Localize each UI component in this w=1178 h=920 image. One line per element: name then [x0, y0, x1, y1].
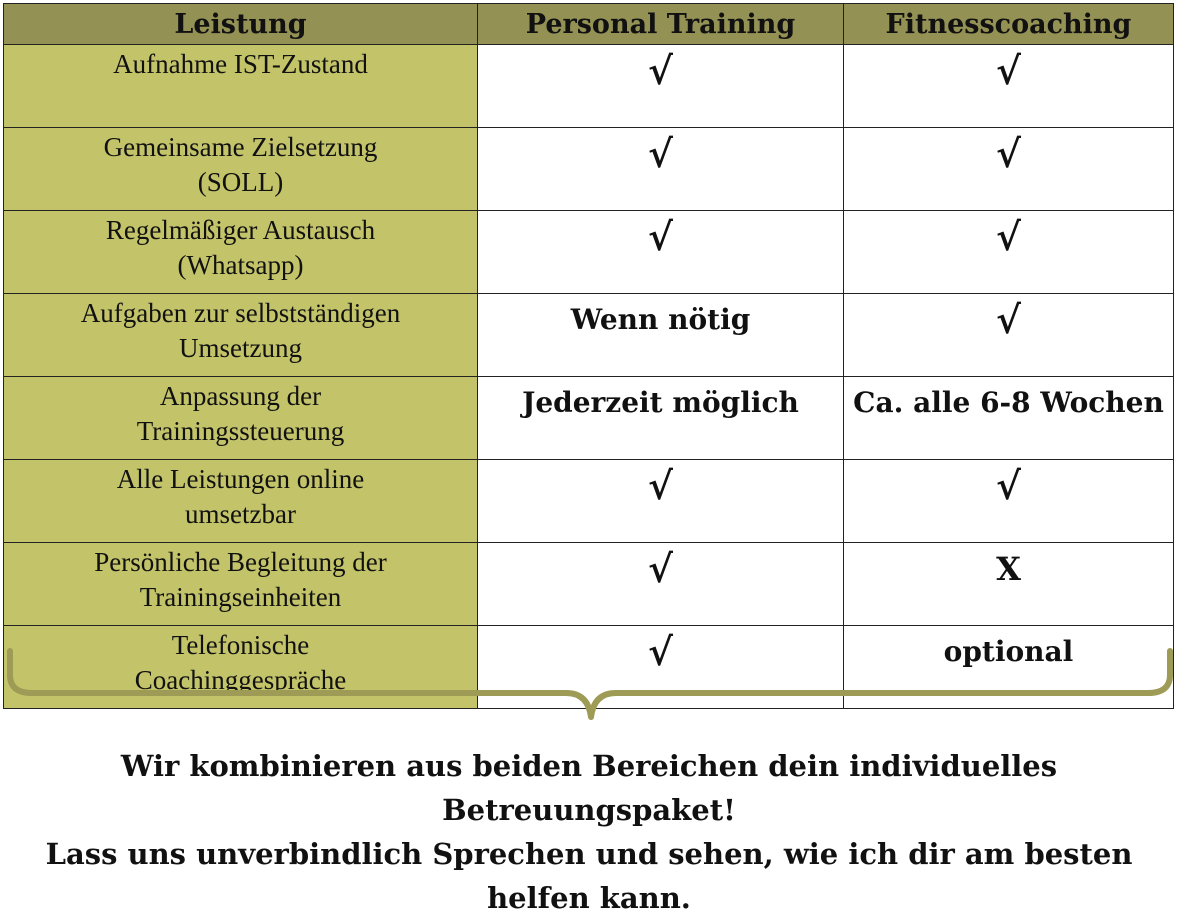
- fitnesscoaching-cell: [844, 377, 1174, 460]
- check-icon: √: [996, 48, 1021, 93]
- fitnesscoaching-cell: [844, 211, 1174, 294]
- fitnesscoaching-cell: [844, 128, 1174, 211]
- cross-icon: X: [996, 550, 1021, 588]
- service-label-line2: Trainingseinheiten: [139, 582, 342, 612]
- fitnesscoaching-cell: [844, 45, 1174, 128]
- service-label-line2: Umsetzung: [179, 333, 302, 363]
- closing-line: Betreuungspaket!: [442, 793, 736, 827]
- service-cell: [4, 211, 478, 294]
- service-label: Anpassung der: [159, 381, 322, 411]
- value-text: optional: [943, 635, 1074, 668]
- check-icon: √: [648, 629, 673, 674]
- personal-training-cell: [478, 460, 844, 543]
- closing-line: Wir kombinieren aus beiden Bereichen dein individuelles: [120, 749, 1058, 783]
- service-cell: [4, 460, 478, 543]
- check-icon: √: [648, 48, 673, 93]
- closing-line: helfen kann.: [487, 881, 691, 915]
- header-leistung: Leistung: [4, 4, 478, 45]
- curly-brace-icon: [0, 645, 1178, 745]
- closing-line: Lass uns unverbindlich Sprechen und sehen, wie ich dir am besten: [45, 837, 1133, 871]
- service-label: Gemeinsame Zielsetzung: [103, 132, 378, 162]
- service-label-line2: (Whatsapp): [177, 250, 304, 280]
- service-cell: [4, 128, 478, 211]
- header-personal-training: Personal Training: [478, 4, 844, 45]
- service-label: Aufgaben zur selbstständigen: [80, 298, 401, 328]
- comparison-table: [3, 3, 1174, 709]
- fitnesscoaching-cell: [844, 460, 1174, 543]
- check-icon: √: [648, 131, 673, 176]
- check-icon: √: [648, 214, 673, 259]
- service-label-line2: Trainingssteuerung: [136, 416, 345, 446]
- service-label: Aufnahme IST-Zustand: [113, 49, 368, 79]
- fitnesscoaching-cell: [844, 294, 1174, 377]
- service-label: Alle Leistungen online: [116, 464, 365, 494]
- check-icon: √: [996, 214, 1021, 259]
- check-icon: √: [996, 463, 1021, 508]
- check-icon: √: [648, 463, 673, 508]
- check-icon: √: [648, 546, 673, 591]
- personal-training-cell: [478, 377, 844, 460]
- table-row: [4, 460, 1174, 543]
- value-text: Ca. alle 6-8 Wochen: [853, 386, 1164, 419]
- personal-training-cell: [478, 45, 844, 128]
- table-row: [4, 294, 1174, 377]
- header-fitnesscoaching: Fitnesscoaching: [844, 4, 1174, 45]
- table-row: [4, 543, 1174, 626]
- service-cell: [4, 543, 478, 626]
- service-cell: [4, 294, 478, 377]
- table-header-row: [4, 4, 1174, 45]
- service-label: Regelmäßiger Austausch: [105, 215, 376, 245]
- closing-message: [0, 744, 1178, 920]
- fitnesscoaching-cell: [844, 543, 1174, 626]
- personal-training-cell: [478, 211, 844, 294]
- personal-training-cell: [478, 128, 844, 211]
- table-row: [4, 211, 1174, 294]
- table-row: [4, 377, 1174, 460]
- personal-training-cell: [478, 543, 844, 626]
- service-label-line2: umsetzbar: [185, 499, 296, 529]
- table-row: [4, 45, 1174, 128]
- table-row: [4, 128, 1174, 211]
- service-label-line2: (SOLL): [197, 167, 284, 197]
- service-cell: [4, 45, 478, 128]
- service-label-line2: Coachinggespräche: [134, 665, 347, 695]
- service-label: Persönliche Begleitung der: [94, 547, 387, 577]
- check-icon: √: [996, 297, 1021, 342]
- value-text: Wenn nötig: [570, 303, 751, 336]
- service-cell: [4, 377, 478, 460]
- check-icon: √: [996, 131, 1021, 176]
- value-text: Jederzeit möglich: [522, 386, 799, 419]
- service-label: Telefonische: [171, 630, 310, 660]
- personal-training-cell: [478, 294, 844, 377]
